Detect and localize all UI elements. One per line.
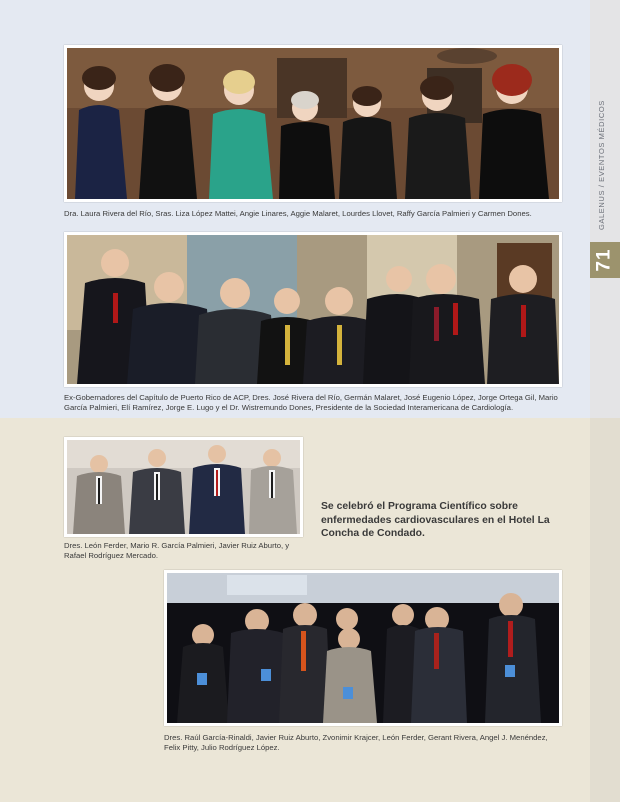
- caption-former-governors: Ex-Gobernadores del Capítulo de Puerto Rico de ACP, Dres. José Rivera del Río, Germán Malaret, José Eugenio López, Jorge Ortega Gil, Mario García Palmieri, Elí Ramírez, Jorge E. Lugo y el Dr. Wistremundo Dones, Presidente de la Sociedad Interamericana de Cardiología.: [64, 393, 558, 412]
- photo-speakers-group: [164, 570, 562, 726]
- photo-ladies-group: [64, 45, 562, 202]
- caption-four-doctors: Dres. León Ferder, Mario R. García Palmieri, Javier Ruiz Aburto, y Rafael Rodríguez Mercado.: [64, 541, 290, 560]
- former-governors-image: [67, 235, 559, 384]
- caption-speakers-group: Dres. Raúl García-Rinaldi, Javier Ruiz Aburto, Zvonimir Krajcer, León Ferder, Gerant Rivera, Angel J. Menéndez, Felix Pitty, Julio Rodríguez López.: [164, 733, 548, 752]
- photo-four-doctors: [64, 437, 303, 537]
- page-number: 71: [593, 248, 615, 272]
- ladies-group-image: [67, 48, 559, 199]
- speakers-group-image: [167, 573, 559, 723]
- photo-former-governors: [64, 232, 562, 387]
- event-headline: Se celebró el Programa Científico sobre enfermedades cardiovasculares en el Hotel La Concha de Condado.: [321, 501, 550, 539]
- side-strip-lower: [590, 418, 620, 802]
- caption-ladies-group: Dra. Laura Rivera del Río, Sras. Liza López Mattei, Angie Linares, Aggie Malaret, Lourdes Llovet, Raffy García Palmieri y Carmen Dones.: [64, 209, 532, 218]
- section-label: GALENUS / EVENTOS MÉDICOS: [597, 100, 606, 230]
- four-doctors-image: [67, 440, 300, 534]
- page-number-tab: [590, 242, 620, 278]
